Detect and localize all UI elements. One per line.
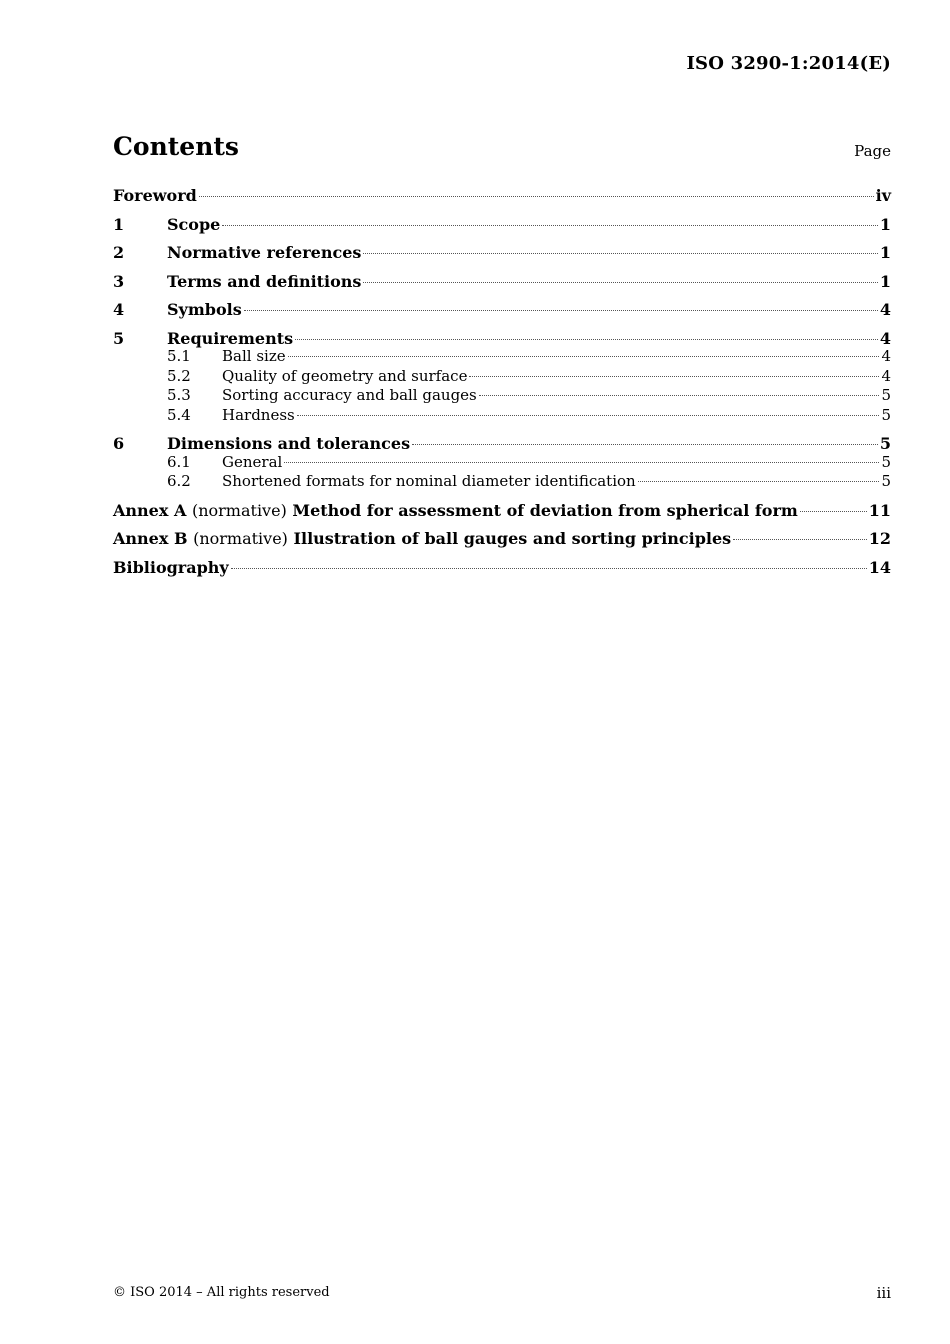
toc-entry-page: 11 [868,500,891,520]
dot-leader [638,481,880,482]
toc-entry-title: Foreword [113,186,197,205]
toc-entry-normative-references[interactable] [113,242,891,271]
dot-leader [231,568,867,569]
toc-entry-title: Bibliography [113,557,229,577]
toc-entry-page: 4 [879,300,891,319]
toc-entry-page: 1 [879,214,891,234]
toc-entry-page: 5 [881,386,891,404]
toc-entry-number: 6 [113,434,125,453]
toc-entry-number: 3 [113,271,125,291]
toc-entry-terms-and-definitions[interactable] [113,271,891,300]
toc-subentry-sorting-accuracy[interactable] [113,386,891,406]
copyright-notice: © ISO 2014 – All rights reserved [113,1285,330,1300]
toc-entry-title: Terms and definitions [167,271,362,291]
toc-entry-number: 5 [113,328,125,348]
toc-entry-number: 5.4 [167,405,191,424]
toc-entry-page: 4 [879,328,891,348]
toc-entry-title [113,528,731,550]
toc-entry-title: Ball size [222,347,286,365]
toc-subentry-ball-size[interactable] [113,347,891,367]
page-number: iii [876,1284,891,1302]
toc-entry-page: 5 [881,452,891,471]
dot-leader [284,462,879,463]
dot-leader [288,356,880,357]
toc-subentry-shortened-formats[interactable] [113,472,891,492]
dot-leader [363,253,877,254]
dot-leader [800,511,867,512]
toc-entry-number: 1 [113,214,125,234]
toc-entry-title: Symbols [167,300,242,319]
toc-entry-title: Quality of geometry and surface [222,366,468,385]
toc-entry-number: 5.2 [167,366,191,385]
toc-entry-title: Dimensions and tolerances [167,434,411,453]
dot-leader [297,415,880,416]
toc-entry-page: 12 [868,529,891,548]
toc-entry-scope[interactable] [113,214,891,243]
dot-leader [363,282,877,283]
annex-qualifier: (normative) [191,500,287,520]
toc-entry-page: 5 [881,472,891,490]
toc-entry-page: 5 [881,405,891,424]
contents-heading: Contents [113,132,240,161]
dot-leader [412,444,878,445]
dot-leader [295,339,878,340]
dot-leader [199,196,874,197]
toc-entry-page: 1 [879,271,891,291]
toc-entry-page: iv [875,186,891,205]
toc-entry-title: Normative references [167,243,362,262]
toc-entry-number: 2 [113,243,125,262]
toc-entry-title: Requirements [167,328,294,348]
dot-leader [222,225,878,226]
toc-entry-title [113,500,798,522]
dot-leader [479,395,880,396]
toc-entry-title: General [222,452,283,471]
toc-entry-symbols[interactable] [113,299,891,328]
toc-entry-bibliography[interactable] [113,557,891,586]
document-id-header: ISO 3290-1:2014(E) [686,53,891,74]
toc-entry-foreword[interactable] [113,185,891,214]
toc-entry-page: 5 [879,434,891,453]
toc-entry-title: Scope [167,214,221,234]
toc-entry-page: 4 [881,366,891,385]
toc-entry-annex-a[interactable] [113,500,891,529]
dot-leader [733,539,867,540]
annex-label: Annex A [113,500,187,520]
toc-entry-number: 6.1 [167,452,191,471]
toc-entry-page: 4 [881,347,891,365]
toc-subentry-general[interactable] [113,453,891,473]
toc-entry-title: Shortened formats for nominal diameter identification [222,472,636,490]
toc-entry-number: 5.3 [167,386,191,404]
dot-leader [244,310,878,311]
dot-leader [469,376,879,377]
toc-entry-number: 5.1 [167,347,191,365]
table-of-contents [113,185,891,585]
page-column-label: Page [854,142,891,160]
annex-title: Method for assessment of deviation from spherical form [292,500,798,520]
toc-subentry-quality-of-geometry[interactable] [113,367,891,387]
annex-label: Annex B [113,529,188,548]
toc-entry-number: 6.2 [167,472,191,490]
toc-subentry-hardness[interactable] [113,406,891,426]
toc-entry-page: 1 [879,243,891,262]
annex-qualifier: (normative) [193,529,288,548]
toc-entry-title: Sorting accuracy and ball gauges [222,386,477,404]
toc-entry-annex-b[interactable] [113,528,891,557]
annex-title: Illustration of ball gauges and sorting principles [293,529,732,548]
toc-entry-title: Hardness [222,405,295,424]
toc-entry-number: 4 [113,300,125,319]
toc-entry-page: 14 [868,557,891,577]
